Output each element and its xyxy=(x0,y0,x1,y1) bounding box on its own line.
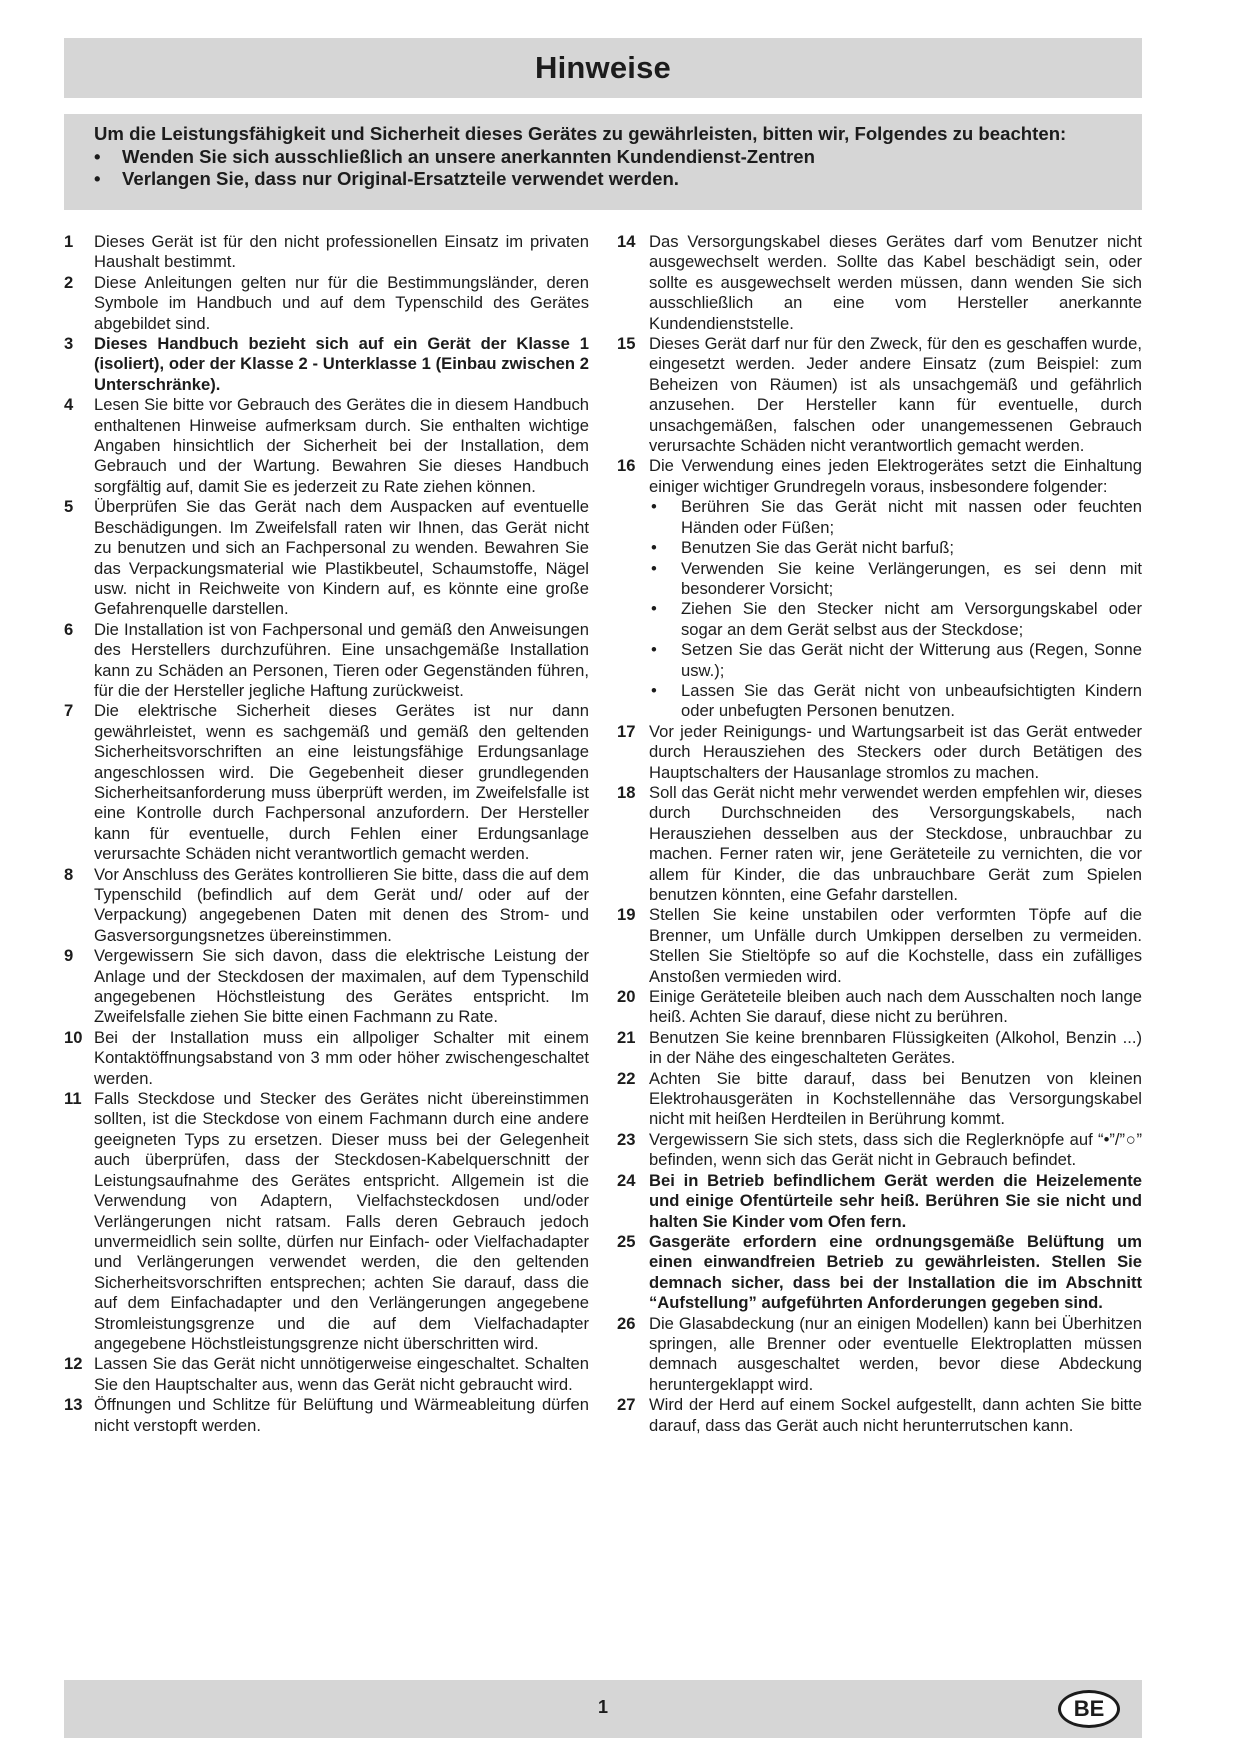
intro-lead: Um die Leistungsfähigkeit und Sicherheit dieses Gerätes zu gewährleisten, bitten wir, Folgendes zu beachten: xyxy=(94,123,1067,144)
list-item-20: 20 Einige Geräteteile bleiben auch nach dem Ausschalten noch lange heiß. Achten Sie darauf, diese nicht zu berühren. xyxy=(617,987,1142,1027)
list-item-23: 23 Vergewissern Sie sich stets, dass sich die Reglerknöpfe auf “•”/”○” befinden, wenn sich das Gerät nicht in Gebrauch befindet. xyxy=(617,1129,1142,1170)
list-item-9: 9 Vergewissern Sie sich davon, dass die elektrische Leistung der Anlage und der Steckdosen der maximalen, auf dem Typenschild angegebenen Höchstleistung des Gerätes entspricht. Im Zweifelsfalle ziehen Sie bitte einen Fachmann zu Rate. xyxy=(64,946,589,1027)
title-bar xyxy=(64,38,1142,98)
footer-bar xyxy=(64,1680,1142,1738)
sub-list-item: • Berühren Sie das Gerät nicht mit nassen oder feuchten Händen oder Füßen; xyxy=(651,497,1142,537)
list-item-11: 11 Falls Steckdose und Stecker des Gerätes nicht übereinstimmen sollten, ist die Steckdose von einem Fachmann durch eine andere geeigneten Typs zu ersetzen. Dieser muss bei der Gelegenheit auch überprüfen, dass der Steckdosen-Kabelquerschnitt der Leistungsaufnahme des Gerätes entspricht. Allgemein ist die Verwendung von Adaptern, Vielfachsteckdosen und/oder Verlängerungen nicht ratsam. Falls deren Gebrauch jedoch unvermeidlich sein sollte, dürfen nur Einfach- oder Vielfachadapter und Verlängerungen verwendet werden, die den geltenden Sicherheitsvorschriften entsprechen; achten Sie darauf, dass die auf dem Einfachadapter und den Verlängerungen angegebene Stromleistungsgrenze und die auf dem Vielfachadapter angegebene Höchstleistungsgrenze nicht überschritten wird. xyxy=(64,1089,589,1353)
country-code-badge: BE xyxy=(1058,1690,1120,1728)
list-item-4: 4 Lesen Sie bitte vor Gebrauch des Gerätes die in diesem Handbuch enthaltenen Hinweise aufmerksam durch. Sie enthalten wichtige Angaben hinsichtlich der Sicherheit bei der Installation, dem Gebrauch und der Wartung. Bewahren Sie dieses Handbuch sorgfältig auf, damit Sie es jederzeit zu Rate ziehen können. xyxy=(64,395,589,496)
list-item-13: 13 Öffnungen und Schlitze für Belüftung und Wärmeableitung dürfen nicht verstopft werden. xyxy=(64,1395,589,1435)
list-item-14: 14 Das Versorgungskabel dieses Gerätes darf vom Benutzer nicht ausgewechselt werden. Sollte das Kabel beschädigt sein, oder sollte es ausgewechselt werden müssen, dann wenden Sie sich ausschließlich an eine vom Hersteller anerkannte Kundendienststelle. xyxy=(617,232,1142,333)
sub-list-item: • Verwenden Sie keine Verlängerungen, es sei denn mit besonderer Vorsicht; xyxy=(651,558,1142,598)
list-item-18: 18 Soll das Gerät nicht mehr verwendet werden empfehlen wir, dieses durch Durchschneiden des Versorgungskabels, nach Herausziehen desselben aus der Steckdose, unbrauchbar zu machen. Ferner raten wir, jene Geräteteile zu vernichten, die vor allem für Kinder, die das unbrauchbare Gerät zum Spielen benutzen könnten, eine Gefahr darstellen. xyxy=(617,782,1142,904)
sub-list-item: • Setzen Sie das Gerät nicht der Witterung aus (Regen, Sonne usw.); xyxy=(651,640,1142,680)
intro-box xyxy=(64,114,1142,210)
list-item-8: 8 Vor Anschluss des Gerätes kontrollieren Sie bitte, dass die auf dem Typenschild (befindlich auf dem Gerät und/ oder auf der Verpackung) angegebenen Daten mit denen des Strom- und Gasversorgungsnetzes übereinstimmen. xyxy=(64,864,589,945)
intro-bullet: • Verlangen Sie, dass nur Original-Ersatzteile verwendet werden. xyxy=(94,168,679,189)
list-item-27: 27 Wird der Herd auf einem Sockel aufgestellt, dann achten Sie bitte darauf, dass das Gerät auch nicht herunterrutschen kann. xyxy=(617,1395,1142,1435)
page-number: 1 xyxy=(597,1697,608,1717)
list-item-19: 19 Stellen Sie keine unstabilen oder verformten Töpfe auf die Brenner, um Unfälle durch Umkippen derselben zu vermeiden. Stellen Sie Stieltöpfe so auf die Kochstelle, dass ein zufälliges Anstoßen vermieden wird. xyxy=(617,905,1142,986)
list-item-22: 22 Achten Sie bitte darauf, dass bei Benutzen von kleinen Elektrohausgeräten in Kochstellennähe das Versorgungskabel nicht mit heißen Herdteilen in Berührung kommt. xyxy=(617,1068,1142,1129)
sub-list xyxy=(649,497,1142,721)
sub-list-item: • Lassen Sie das Gerät nicht von unbeaufsichtigten Kindern oder unbefugten Personen benutzen. xyxy=(651,680,1142,721)
list-item-25: 25 Gasgeräte erfordern eine ordnungsgemäße Belüftung um einen einwandfreien Betrieb zu gewährleisten. Stellen Sie demnach sicher, dass bei der Installation die im Abschnitt “Aufstellung” aufgeführten Anforderungen gegeben sind. xyxy=(617,1231,1142,1313)
list-item-24: 24 Bei in Betrieb befindlichem Gerät werden die Heizelemente und einige Ofentürteile sehr heiß. Berühren Sie sie nicht und halten Sie Kinder vom Ofen fern. xyxy=(617,1170,1142,1231)
list-item-5: 5 Überprüfen Sie das Gerät nach dem Auspacken auf eventuelle Beschädigungen. Im Zweifelsfall raten wir Ihnen, das Gerät nicht zu benutzen und sich an Fachpersonal zu wenden. Bewahren Sie das Verpackungsmaterial wie Plastikbeutel, Schaumstoffe, Nägel usw. nicht in Reichweite von Kindern auf, es könnte eine große Gefahrenquelle darstellen. xyxy=(64,497,589,619)
sub-list-item: • Benutzen Sie das Gerät nicht barfuß; xyxy=(651,538,955,558)
list-item-10: 10 Bei der Installation muss ein allpoliger Schalter mit einem Kontaktöffnungsabstand von 3 mm oder höher zwischengeschaltet werden. xyxy=(64,1027,589,1088)
list-item-17: 17 Vor jeder Reinigungs- und Wartungsarbeit ist das Gerät entweder durch Herausziehen des Steckers oder durch Betätigen des Hauptschalters der Hausanlage stromlos zu machen. xyxy=(617,721,1142,782)
list-item-12: 12 Lassen Sie das Gerät nicht unnötigerweise eingeschaltet. Schalten Sie den Hauptschalter aus, wenn das Gerät nicht gebraucht wird. xyxy=(64,1354,589,1394)
list-item-7: 7 Die elektrische Sicherheit dieses Gerätes ist nur dann gewährleistet, wenn es sachgemäß und gemäß den geltenden Sicherheitsvorschriften an eine leistungsfähige Erdungsanlage angeschlossen wird. Die Gegebenheit dieser grundlegenden Sicherheitsanforderung muss überprüft werden, im Zweifelsfalle ist eine Kontrolle durch Fachpersonal anzufordern. Der Hersteller kann für eventuelle, durch Fehlen einer Erdungsanlage verursachte Schäden nicht verantwortlich gemacht werden. xyxy=(64,701,589,864)
list-item-26: 26 Die Glasabdeckung (nur an einigen Modellen) kann bei Überhitzen springen, alle Brenner oder eventuelle Elektroplatten müssen demnach ausgeschaltet werden, bevor diese Abdeckung heruntergeklappt wird. xyxy=(617,1313,1142,1394)
right-column xyxy=(617,232,1142,1436)
list-item-2: 2 Diese Anleitungen gelten nur für die Bestimmungsländer, deren Symbole im Handbuch und auf dem Typenschild des Gerätes abgebildet sind. xyxy=(64,272,589,333)
list-item-1: 1 Dieses Gerät ist für den nicht professionellen Einsatz im privaten Haushalt bestimmt. xyxy=(64,232,589,272)
page-title: Hinweise xyxy=(535,50,671,85)
list-item-6: 6 Die Installation ist von Fachpersonal und gemäß den Anweisungen des Herstellers durchzuführen. Eine unsachgemäße Installation kann zu Schäden an Personen, Tieren oder Gegenständen führen, für die der Hersteller jegliche Haftung zurückweist. xyxy=(64,619,589,700)
list-item-16: 16 Die Verwendung eines jeden Elektrogerätes setzt die Einhaltung einiger wichtiger Grundregeln voraus, insbesondere folgender: • Berühren Sie das Gerät nicht mit nassen oder feuchten Händen oder Füßen; • Benutzen Sie das Gerät nicht barfuß; • Verwenden Sie keine Verlängerungen, es sei denn mit besonderer Vorsicht; • Ziehen Sie den Stecker nicht am Versorgungskabel oder sogar an dem Gerät selbst aus der Steckdose; • Setzen Sie das Gerät nicht der Witterung aus (Regen, Sonne usw.); • Lassen Sie das Gerät nicht von unbeaufsichtigten Kindern oder unbefugten Personen benutzen. xyxy=(617,456,1142,721)
left-column xyxy=(64,232,589,1436)
list-item-15: 15 Dieses Gerät darf nur für den Zweck, für den es geschaffen wurde, eingesetzt werden. Jeder andere Einsatz (zum Beispiel: zum Beheizen von Räumen) ist als unsachgemäß und gefährlich anzusehen. Der Hersteller kann für eventuelle, durch unsachgemäßen, falschen oder unangemessenen Gebrauch verursachte Schäden nicht verantwortlich gemacht werden. xyxy=(617,334,1142,456)
list-item-21: 21 Benutzen Sie keine brennbaren Flüssigkeiten (Alkohol, Benzin ...) in der Nähe des eingeschalteten Gerätes. xyxy=(617,1027,1142,1068)
intro-bullet: • Wenden Sie sich ausschließlich an unsere anerkannten Kundendienst-Zentren xyxy=(94,145,815,167)
list-item-3: 3 Dieses Handbuch bezieht sich auf ein Gerät der Klasse 1 (isoliert), oder der Klasse 2 - Unterklasse 1 (Einbau zwischen 2 Unterschränke). xyxy=(64,334,589,394)
sub-list-item: • Ziehen Sie den Stecker nicht am Versorgungskabel oder sogar an dem Gerät selbst aus der Steckdose; xyxy=(651,599,1142,639)
